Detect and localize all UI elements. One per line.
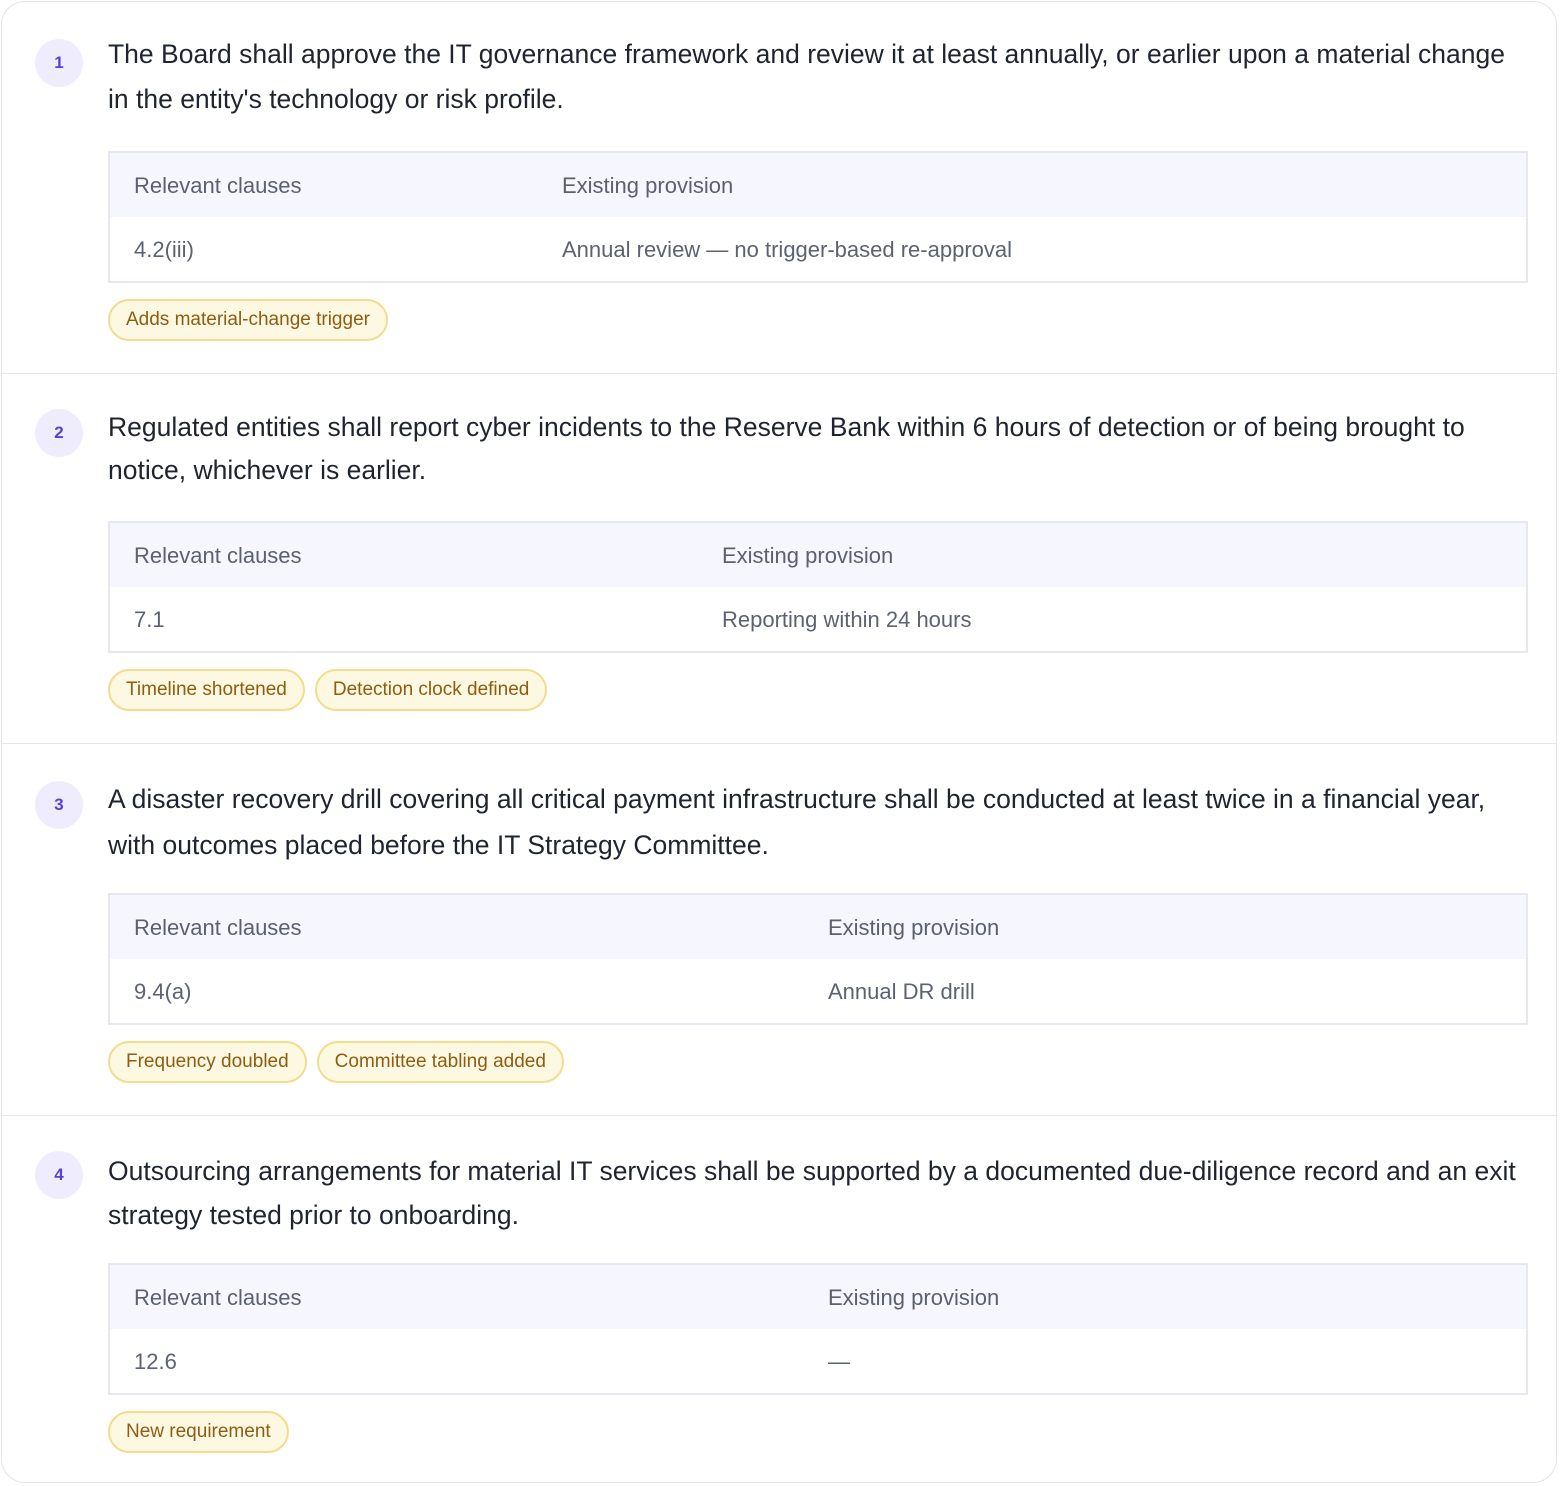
change-tags — [108, 299, 388, 341]
relevant-clauses-header: Relevant clauses — [134, 1285, 302, 1310]
item-number-badge: 3 — [35, 781, 83, 829]
provision-value: Annual review — no trigger-based re-approval — [562, 237, 1013, 262]
change-tag: Detection clock defined — [315, 669, 547, 711]
provision-value: Reporting within 24 hours — [722, 607, 972, 632]
existing-provision-header: Existing provision — [828, 915, 1000, 940]
provision-value: — — [828, 1349, 850, 1374]
existing-provision-header: Existing provision — [562, 173, 734, 198]
change-tags — [108, 1041, 564, 1083]
requirement-item — [2, 1116, 1556, 1483]
change-tag: Committee tabling added — [317, 1041, 564, 1083]
change-tag: New requirement — [108, 1411, 289, 1453]
existing-provision-header: Existing provision — [828, 1285, 1000, 1310]
relevant-clauses-header: Relevant clauses — [134, 915, 302, 940]
clause-table-header — [110, 523, 1526, 587]
change-tags — [108, 1411, 289, 1453]
change-tag: Adds material-change trigger — [108, 299, 388, 341]
clause-value: 4.2(iii) — [134, 237, 194, 262]
requirement-item — [2, 374, 1556, 744]
clause-value: 7.1 — [134, 607, 165, 632]
clause-table-header — [110, 1265, 1526, 1329]
clause-table — [108, 1263, 1528, 1395]
requirements-card — [1, 1, 1557, 1483]
clause-table — [108, 521, 1528, 653]
provision-value: Annual DR drill — [828, 979, 975, 1004]
change-tag: Timeline shortened — [108, 669, 305, 711]
requirement-text: Outsourcing arrangements for material IT services shall be supported by a documented due-diligence record and an exit strategy tested prior to onboarding. — [108, 1156, 1516, 1230]
requirement-item — [2, 744, 1556, 1116]
item-number-badge: 2 — [35, 409, 83, 457]
clause-table — [108, 893, 1528, 1025]
requirement-text: A disaster recovery drill covering all critical payment infrastructure shall be conducted at least twice in a financial year, with outcomes placed before the IT Strategy Committee. — [108, 784, 1486, 860]
change-tags — [108, 669, 547, 711]
change-tag: Frequency doubled — [108, 1041, 307, 1083]
clause-value: 12.6 — [134, 1349, 177, 1374]
clause-table-header — [110, 153, 1526, 217]
item-number-badge: 4 — [35, 1151, 83, 1199]
requirement-text: Regulated entities shall report cyber incidents to the Reserve Bank within 6 hours of detection or of being brought to notice, whichever is earlier. — [108, 412, 1465, 485]
clause-value: 9.4(a) — [134, 979, 192, 1004]
relevant-clauses-header: Relevant clauses — [134, 173, 302, 198]
relevant-clauses-header: Relevant clauses — [134, 543, 302, 568]
requirement-item — [2, 2, 1556, 374]
item-number-badge: 1 — [35, 39, 83, 87]
clause-table — [108, 151, 1528, 283]
clause-table-header — [110, 895, 1526, 959]
existing-provision-header: Existing provision — [722, 543, 894, 568]
requirement-text: The Board shall approve the IT governance framework and review it at least annually, or earlier upon a material change in the entity's technology or risk profile. — [108, 39, 1505, 114]
